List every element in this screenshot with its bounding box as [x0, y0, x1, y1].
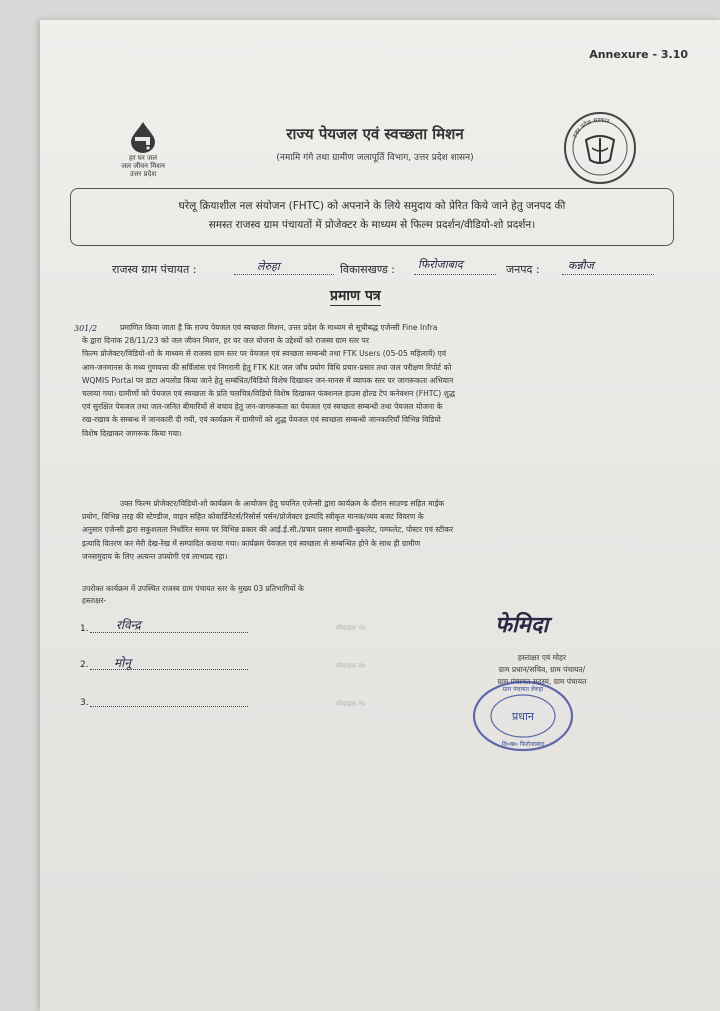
margin-note: 301/2: [74, 324, 98, 333]
stamp-bottom-text: वि०ख० फिरोजाबाद: [501, 741, 545, 748]
paragraph-line: विशेष दिखाकर जागरूक किया गया।: [82, 428, 182, 438]
certificate-title: प्रमाण पत्र: [330, 288, 381, 304]
participant-3: [80, 698, 89, 708]
participant-2: [80, 656, 131, 670]
stamp-center-text: प्रधान: [512, 710, 534, 723]
paragraph-line: WQMIS Portal पर डाटा अपलोड किया जाने हेतु सम्बंधित/विडियो विशेष दिखाकर जन-मानस में व्यापक स्तर पर जागरूकता अभियान: [82, 375, 454, 385]
up-government-emblem: [562, 110, 638, 186]
banner-line-2: समस्त राजस्व ग्राम पंचायतों में प्रोजेक्टर के माध्यम से फिल्म प्रदर्शन/वीडियो-शो प्रदर्शन।: [208, 219, 536, 231]
paragraph-line: प्रमाणित किया जाता है कि राज्य पेयजल एवं स्वच्छता मिशन, उत्तर प्रदेश के माध्यम से सूचीबद्ध एजेन्सी Fine Infra: [120, 323, 438, 332]
participant-number: 1.: [80, 624, 89, 634]
designation-line: ग्राम पंचायत सदस्य, ग्राम पंचायत: [497, 677, 587, 686]
logo-text-3: उत्तर प्रदेश: [129, 170, 157, 178]
faded-label: मोबाइल नं०: [336, 700, 366, 708]
stamp-ring-text: ग्राम पंचायत लेरुहा: [502, 686, 544, 693]
participant-number: 2.: [80, 660, 89, 670]
paragraph-line: रख-रखाव के सम्बन्ध में जानकारी दी गयी, एवं कार्यक्रम में ग्रामीणों को शुद्ध पेयजल एवं स्वच्छता सम्बन्धी जानकारियाँ विभिन्न विडियो: [82, 415, 441, 425]
participant-number: 3.: [80, 698, 89, 708]
gram-panchayat-label: राजस्व ग्राम पंचायत :: [112, 263, 197, 276]
block-label: विकासखण्ड :: [340, 263, 396, 276]
subject-banner: [70, 188, 674, 246]
signature-line: [90, 661, 248, 670]
participant-1: [80, 618, 141, 634]
pradhan-stamp: [472, 680, 574, 752]
paragraph-line: के द्वारा दिनांक 28/11/23 को जल जीवन मिशन, हर घर जल योजना के उद्देश्यों को राजस्व ग्राम स्तर पर: [82, 336, 369, 346]
paragraph-line: एवं सुरक्षित पेयजल तथा जल-जनित बीमारियों से बचाव हेतु जन-जागरूकता का पेयजल एवं स्वच्छता सम्बन्धी तथा पेयजल योजना के: [82, 402, 443, 412]
banner-line-1: घरेलू क्रियाशील नल संयोजन (FHTC) को अपनाने के लिये समुदाय को प्रेरित किये जाने हेतु जनपद की: [178, 200, 566, 212]
district-label: जनपद :: [506, 263, 540, 276]
logo-text-2: जल जीवन मिशन: [121, 162, 165, 170]
participant-signature: मोनू: [114, 656, 131, 670]
official-signature: [495, 605, 575, 645]
paragraph-line: उक्त फिल्म प्रोजेक्टर/विडियो-शो कार्यक्रम के आयोजन हेतु चयनित एजेन्सी द्वारा कार्यक्रम के दौरान साउण्ड सहित माईक: [120, 499, 445, 508]
participants-intro-line: उपरोक्त कार्यक्रम में उपस्थित राजस्व ग्राम पंचायत स्तर के मुख्य 03 प्रतिभागियों के: [82, 584, 304, 593]
water-drop-icon: [126, 120, 160, 154]
signature-line: [90, 624, 248, 633]
paragraph-line: प्रयोग, विभिन्न तरह की स्टेण्डीज, वाहन सहित कोवार्डिनेटर्स/रिसोर्स पर्सन/प्रोजेक्टर इत्यादि स्वीकृत मानक/व्यय बजट विवरण के: [82, 512, 424, 522]
page-subtitle: (नमामि गंगे तथा ग्रामीण जलापूर्ति विभाग, उत्तर प्रदेश शासन): [276, 153, 474, 163]
gram-panchayat-value: लेरुहा: [257, 260, 280, 273]
block-value: फिरोजाबाद: [418, 258, 463, 271]
faded-label: मोबाइल नं०: [336, 662, 366, 670]
logo-text-1: हर घर जल: [129, 154, 157, 162]
designation-line: हस्ताक्षर एवं मोहर: [517, 653, 567, 662]
faded-label: मोबाइल नं०: [336, 624, 366, 632]
official-signature-text: फेमिदा: [495, 612, 549, 638]
paragraph-line: फिल्म प्रोजेक्टर/विडियो-शो के माध्यम से राजस्व ग्राम स्तर पर पेयजल एवं स्वच्छता सम्बन्धी तथा FTK Users (05-05 महिलायें) एवं: [82, 349, 447, 359]
participants-intro-line: हस्ताक्षर-: [82, 596, 107, 605]
page-title: राज्य पेयजल एवं स्वच्छता मिशन: [286, 125, 464, 143]
certificate-paragraph-1: [82, 321, 662, 440]
paragraph-line: जनसमुदाय के लिए अत्यन्त उपयोगी एवं लाभप्रद रहा।: [82, 551, 228, 561]
signature-line: [90, 698, 248, 707]
emblem-text: उत्तर प्रदेश सरकार: [571, 116, 611, 140]
paragraph-line: आम-जनमानस के मध्य गुणवत्ता की सर्विलांस एवं निगरानी हेतु FTK Kit जल जाँच प्रयोग विधि प्रचार-प्रसार तथा जल परीक्षण रिपोर्ट को: [82, 362, 452, 372]
designation-line: ग्राम प्रधान/सचिव, ग्राम पंचायत/: [498, 665, 586, 674]
district-value: कन्नौज: [568, 259, 594, 272]
paragraph-line: अनुसार एजेन्सी द्वारा सकुशलता निर्धारित समय पर विभिन्न प्रकार की आई.ई.सी./प्रचार प्रसार सामग्री-बुकलेट, पम्फलेट, पोस्टर एवं स्टीकर: [82, 525, 454, 535]
participant-signature: रविन्द्र: [116, 618, 141, 632]
certificate-paragraph-2: [82, 497, 662, 563]
paragraph-line: इत्यादि वितरण कर मेरी देख-रेख में सम्पादित कराया गया। कार्यक्रम पेयजल एवं स्वच्छता से सम्बन्धित होने के साथ ही ग्रामीण: [82, 538, 421, 548]
jal-jeevan-mission-logo: [108, 120, 178, 178]
paragraph-line: चलाया गया। ग्रामीणों को पेयजल एवं स्वच्छता के प्रति चलचित्र/विडियो विशेष दिखाकर फंक्शनल हाउस होल्ड टेप कनेक्शन (FHTC) शुद्ध: [82, 389, 455, 399]
annexure-label: Annexure - 3.10: [589, 48, 688, 61]
participants-intro: [82, 583, 304, 607]
